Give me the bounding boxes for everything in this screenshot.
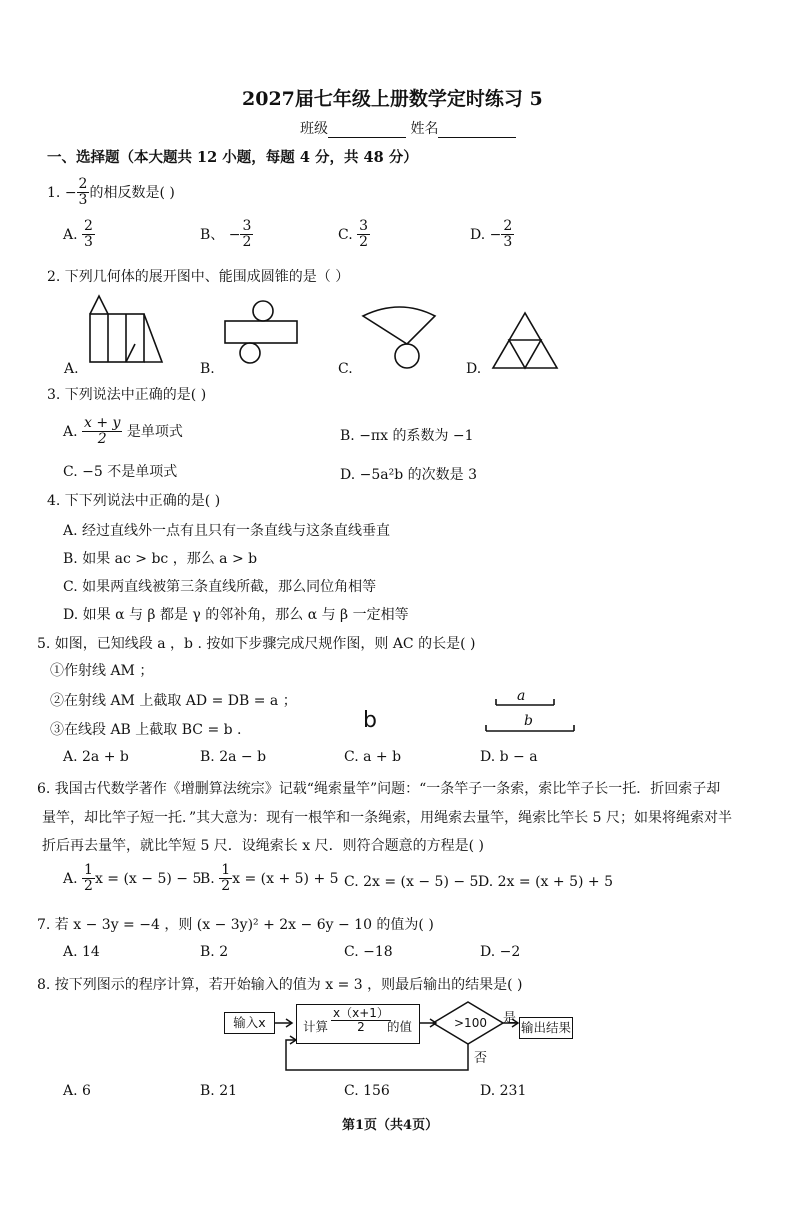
q5-step-1: ①作射线 AM ； bbox=[50, 663, 154, 679]
q1-option-c[interactable]: C. $\frac{3}{2}$ bbox=[338, 218, 369, 251]
page-title: 2027届七年级上册数学定时练习 5 bbox=[242, 88, 543, 110]
question-1 bbox=[47, 177, 175, 209]
class-label: 班级 bbox=[300, 121, 328, 137]
net-tetrahedron-figure bbox=[490, 310, 560, 372]
q6-option-b[interactable]: B. $\frac{1}{2}$ x = (x + 5) + 5 bbox=[200, 862, 339, 895]
q7-option-b[interactable]: B. 2 bbox=[200, 944, 229, 960]
q8-option-b[interactable]: B. 21 bbox=[200, 1083, 238, 1099]
q2-option-b[interactable]: B. bbox=[200, 361, 215, 377]
q4-option-b[interactable]: B. 如果 ac > bc ，那么 a > b bbox=[63, 551, 258, 567]
question-6-line-2: 量竿，却比竿子短一托．”其大意为：现有一根竿和一条绳索，用绳索去量竿，绳索比竿长 5 尺；如果将绳索对半 bbox=[42, 810, 732, 826]
question-3: 3. 下列说法中正确的是( ) bbox=[47, 387, 207, 403]
q5-option-c[interactable]: C. a + b bbox=[344, 749, 402, 765]
q6-option-c[interactable]: C. 2x = (x − 5) − 5 bbox=[344, 874, 479, 890]
section-heading: 一、选择题（本大题共 12 小题，每题 4 分，共 48 分） bbox=[47, 149, 418, 166]
q8-option-a[interactable]: A. 6 bbox=[63, 1083, 91, 1099]
class-name-line bbox=[300, 118, 516, 138]
q2-option-a[interactable]: A. bbox=[64, 361, 79, 377]
net-prism-figure bbox=[70, 292, 180, 372]
q8-option-c[interactable]: C. 156 bbox=[344, 1083, 390, 1099]
q1-option-b[interactable]: B、 − $\frac{3}{2}$ bbox=[200, 218, 252, 251]
question-7: 7. 若 x − 3y = −4 ，则 (x − 3y)² + 2x − 6y − 10 的值为( ) bbox=[37, 917, 434, 933]
q2-option-c[interactable]: C. bbox=[338, 361, 353, 377]
q3-option-a[interactable]: A. $\frac{x + y}{2}$ 是单项式 bbox=[63, 415, 183, 448]
q8-input-box: 输入x bbox=[224, 1012, 275, 1034]
question-6-line-3: 折后再去量竿，就比竿短 5 尺．设绳索长 x 尺．则符合题意的方程是( ) bbox=[42, 838, 484, 854]
q1-tail: 的相反数是( ) bbox=[89, 184, 175, 201]
q3-option-d[interactable]: D. −5a²b 的次数是 3 bbox=[340, 467, 477, 483]
page-number: 第1页（共4页） bbox=[342, 1118, 439, 1133]
q4-option-c[interactable]: C. 如果两直线被第三条直线所截，那么同位角相等 bbox=[63, 579, 377, 595]
name-field[interactable] bbox=[438, 123, 516, 138]
q1-option-a[interactable]: A. $\frac{2}{3}$ bbox=[63, 218, 93, 251]
q6-option-d[interactable]: D. 2x = (x + 5) + 5 bbox=[478, 874, 613, 890]
q6-option-a[interactable]: A. $\frac{1}{2}$ x = (x − 5) − 5 bbox=[63, 862, 202, 895]
q5-segment-figure bbox=[480, 685, 580, 737]
q5-step-2: ②在射线 AM 上截取 AD = DB = a ； bbox=[50, 693, 297, 709]
question-8: 8. 按下列图示的程序计算，若开始输入的值为 x = 3 ，则最后输出的结果是( ) bbox=[37, 977, 523, 993]
net-cone-figure bbox=[355, 298, 445, 378]
question-2: 2. 下列几何体的展开图中、能围成圆锥的是（ ） bbox=[47, 269, 350, 285]
q2-option-d[interactable]: D. bbox=[466, 361, 482, 377]
q5-segment-b-label: b bbox=[524, 713, 533, 729]
q5-option-a[interactable]: A. 2a + b bbox=[63, 749, 129, 765]
name-label: 姓名 bbox=[410, 121, 439, 137]
q5-step-3: ③在线段 AB 上截取 BC = b . bbox=[50, 722, 242, 738]
q8-output-box: 输出结果 bbox=[519, 1017, 573, 1039]
q5-option-b[interactable]: B. 2a − b bbox=[200, 749, 267, 765]
q5-handwritten-mark: b bbox=[363, 708, 377, 733]
net-cylinder-figure bbox=[215, 292, 305, 372]
q4-option-d[interactable]: D. 如果 α 与 β 都是 γ 的邻补角，那么 α 与 β 一定相等 bbox=[63, 607, 409, 623]
q8-no-label: 否 bbox=[474, 1051, 488, 1066]
question-4: 4. 下下列说法中正确的是( ) bbox=[47, 493, 221, 509]
q5-option-d[interactable]: D. b − a bbox=[480, 749, 538, 765]
q1-option-d[interactable]: D. − $\frac{2}{3}$ bbox=[470, 218, 513, 251]
q8-calc-box: 计算 $\frac{x(x+1)}{2}$ 的值 bbox=[296, 1004, 420, 1044]
q8-option-d[interactable]: D. 231 bbox=[480, 1083, 527, 1099]
q7-option-c[interactable]: C. −18 bbox=[344, 944, 393, 960]
q1-number: 1. bbox=[47, 184, 61, 201]
question-6-line-1: 6. 我国古代数学著作《增删算法统宗》记载“绳索量竿”问题：“一条竿子一条索，索比竿子长一托．折回索子却 bbox=[37, 781, 721, 797]
q1-fraction: $\frac{2}{3}$ bbox=[78, 176, 88, 209]
q8-condition-label: >100 bbox=[454, 1016, 487, 1030]
q8-yes-label: 是 bbox=[503, 1011, 517, 1026]
class-field[interactable] bbox=[328, 123, 406, 138]
q4-option-a[interactable]: A. 经过直线外一点有且只有一条直线与这条直线垂直 bbox=[63, 523, 391, 539]
q7-option-a[interactable]: A. 14 bbox=[63, 944, 100, 960]
question-5: 5. 如图，已知线段 a ，b . 按如下步骤完成尺规作图，则 AC 的长是( ) bbox=[37, 636, 476, 652]
q3-option-b[interactable]: B. −πx 的系数为 −1 bbox=[340, 428, 474, 444]
q1-neg-sign: − bbox=[64, 184, 77, 201]
q7-option-d[interactable]: D. −2 bbox=[480, 944, 521, 960]
q3-option-c[interactable]: C. −5 不是单项式 bbox=[63, 464, 178, 480]
q5-segment-a-label: a bbox=[517, 688, 526, 704]
